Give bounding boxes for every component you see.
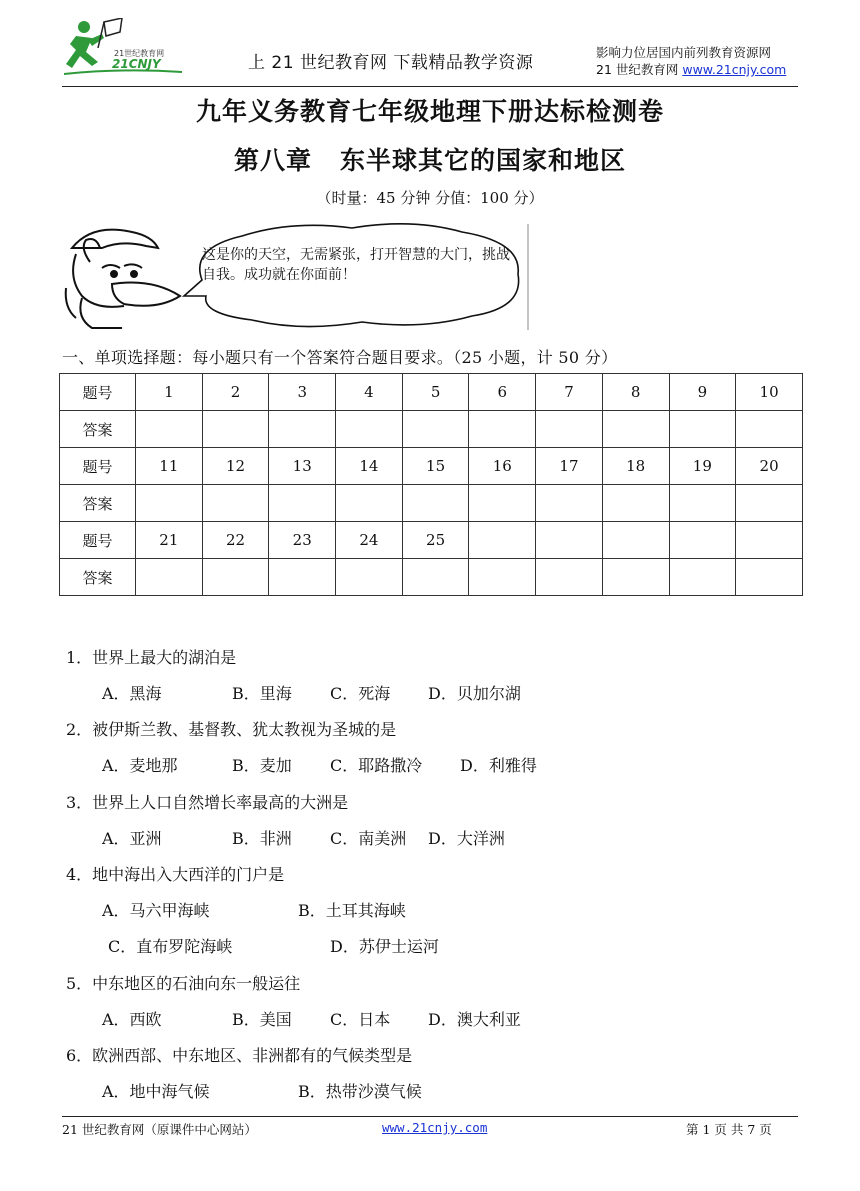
- answer-cell[interactable]: [536, 485, 603, 522]
- answer-table-number-row: [60, 374, 803, 411]
- answer-cell[interactable]: [202, 411, 269, 448]
- answer-cell[interactable]: [536, 559, 603, 596]
- question-3-stem: 3．世界上人口自然增长率最高的大洲是: [66, 793, 349, 812]
- answer-table-number-label: 题号: [60, 522, 136, 559]
- answer-table-question-number: 17: [536, 448, 603, 485]
- answer-table-question-number: [536, 522, 603, 559]
- answer-table-question-number: 25: [402, 522, 469, 559]
- answer-cell[interactable]: [402, 559, 469, 596]
- header-tagline: 影响力位居国内前列教育资源网: [596, 45, 772, 60]
- answer-cell[interactable]: [469, 485, 536, 522]
- page-header: [0, 0, 860, 90]
- answer-cell[interactable]: [269, 559, 336, 596]
- answer-table-question-number: 3: [269, 374, 336, 411]
- question-5-option-a: A．西欧: [102, 1010, 162, 1029]
- question-1-option-d: D．贝加尔湖: [428, 684, 521, 703]
- header-site-prefix: 21 世纪教育网: [596, 62, 683, 77]
- footer-site-link[interactable]: www.21cnjy.com: [382, 1120, 488, 1135]
- answer-table-number-row: [60, 522, 803, 559]
- answer-cell[interactable]: [469, 559, 536, 596]
- answer-table-question-number: [469, 522, 536, 559]
- answer-table-question-number: 16: [469, 448, 536, 485]
- header-site-line: [596, 61, 786, 78]
- answer-table-question-number: 23: [269, 522, 336, 559]
- answer-table-number-row: [60, 448, 803, 485]
- answer-table-question-number: 20: [736, 448, 803, 485]
- answer-cell[interactable]: [602, 559, 669, 596]
- answer-table-question-number: 19: [669, 448, 736, 485]
- question-3-option-c: C．南美洲: [330, 829, 407, 848]
- answer-cell[interactable]: [269, 411, 336, 448]
- chapter-title: 东半球其它的国家和地区: [340, 146, 627, 175]
- answer-table-answer-row: [60, 559, 803, 596]
- answer-table-question-number: 13: [269, 448, 336, 485]
- answer-cell[interactable]: [736, 411, 803, 448]
- answer-table-answer-label: 答案: [60, 485, 136, 522]
- answer-table-question-number: 2: [202, 374, 269, 411]
- section-heading-multiple-choice: 一、单项选择题：每小题只有一个答案符合题目要求。（25 小题，计 50 分）: [62, 348, 618, 367]
- question-6-option-a: A．地中海气候: [102, 1082, 210, 1101]
- answer-table-question-number: 8: [602, 374, 669, 411]
- question-4-option-b: B．土耳其海峡: [298, 901, 406, 920]
- answer-table-number-label: 题号: [60, 374, 136, 411]
- answer-cell[interactable]: [602, 485, 669, 522]
- answer-table-question-number: 9: [669, 374, 736, 411]
- question-4-option-d: D．苏伊士运河: [330, 937, 439, 956]
- answer-cell[interactable]: [669, 411, 736, 448]
- speech-bubble-text: 这是你的天空，无需紧张，打开智慧的大门，挑战自我。成功就在你面前！: [202, 247, 510, 283]
- logo-21cnjy: [62, 18, 192, 80]
- question-5-option-b: B．美国: [232, 1010, 292, 1029]
- chapter-heading: [0, 141, 860, 177]
- answer-cell[interactable]: [469, 411, 536, 448]
- question-2-option-a: A．麦地那: [102, 756, 178, 775]
- answer-cell[interactable]: [269, 485, 336, 522]
- question-5-option-c: C．日本: [330, 1010, 391, 1029]
- answer-table-question-number: 18: [602, 448, 669, 485]
- answer-cell[interactable]: [336, 411, 403, 448]
- question-2-stem: 2．被伊斯兰教、基督教、犹太教视为圣城的是: [66, 720, 397, 739]
- answer-cell[interactable]: [736, 559, 803, 596]
- cartoon-duck-icon: [66, 230, 180, 328]
- answer-cell[interactable]: [202, 559, 269, 596]
- answer-table-number-label: 题号: [60, 448, 136, 485]
- answer-cell[interactable]: [136, 485, 203, 522]
- page-title: 九年义务教育七年级地理下册达标检测卷: [195, 97, 664, 126]
- answer-table-question-number: 15: [402, 448, 469, 485]
- question-4-option-c: C．直布罗陀海峡: [108, 937, 233, 956]
- answer-cell[interactable]: [202, 485, 269, 522]
- answer-cell[interactable]: [669, 559, 736, 596]
- answer-table-question-number: 24: [336, 522, 403, 559]
- question-5-option-d: D．澳大利亚: [428, 1010, 521, 1029]
- question-4-stem: 4．地中海出入大西洋的门户是: [66, 865, 285, 884]
- question-1-option-b: B．里海: [232, 684, 292, 703]
- header-divider: [62, 86, 798, 87]
- footer-divider: [62, 1116, 798, 1117]
- answer-cell[interactable]: [336, 559, 403, 596]
- question-6-option-b: B．热带沙漠气候: [298, 1082, 422, 1101]
- question-3-option-d: D．大洋洲: [428, 829, 505, 848]
- answer-table: [59, 373, 803, 596]
- answer-table-question-number: 12: [202, 448, 269, 485]
- question-2-option-c: C．耶路撒冷: [330, 756, 423, 775]
- answer-table-question-number: 14: [336, 448, 403, 485]
- answer-table-question-number: 21: [136, 522, 203, 559]
- chapter-label: 第八章: [233, 146, 312, 175]
- answer-cell[interactable]: [536, 411, 603, 448]
- answer-cell[interactable]: [402, 485, 469, 522]
- answer-cell[interactable]: [136, 559, 203, 596]
- svg-text:21世纪教育网: 21世纪教育网: [114, 49, 165, 58]
- answer-table-question-number: [669, 522, 736, 559]
- answer-cell[interactable]: [402, 411, 469, 448]
- answer-table-answer-row: [60, 485, 803, 522]
- answer-table-question-number: [736, 522, 803, 559]
- question-2-option-b: B．麦加: [232, 756, 292, 775]
- question-3-option-b: B．非洲: [232, 829, 292, 848]
- answer-table-question-number: 22: [202, 522, 269, 559]
- exam-info: （时量：45 分钟 分值：100 分）: [316, 189, 544, 207]
- answer-table-answer-row: [60, 411, 803, 448]
- question-6-stem: 6．欧洲西部、中东地区、非洲都有的气候类型是: [66, 1046, 413, 1065]
- answer-cell[interactable]: [336, 485, 403, 522]
- header-slogan: 上 21 世纪教育网 下载精品教学资源: [248, 53, 534, 73]
- question-1-option-a: A．黑海: [102, 684, 162, 703]
- question-4-option-a: A．马六甲海峡: [102, 901, 210, 920]
- footer-page-number: 第 1 页 共 7 页: [686, 1122, 772, 1137]
- answer-table-question-number: 11: [136, 448, 203, 485]
- header-right: [596, 44, 786, 78]
- footer-site-name: 21 世纪教育网（原课件中心网站）: [62, 1122, 257, 1137]
- answer-cell[interactable]: [736, 485, 803, 522]
- question-2-option-d: D．利雅得: [460, 756, 537, 775]
- answer-table-answer-label: 答案: [60, 411, 136, 448]
- answer-table-question-number: 10: [736, 374, 803, 411]
- answer-table-answer-label: 答案: [60, 559, 136, 596]
- question-1-option-c: C．死海: [330, 684, 391, 703]
- question-3-option-a: A．亚洲: [102, 829, 162, 848]
- answer-table-question-number: [602, 522, 669, 559]
- answer-cell[interactable]: [602, 411, 669, 448]
- answer-table-question-number: 6: [469, 374, 536, 411]
- answer-table-question-number: 4: [336, 374, 403, 411]
- answer-cell[interactable]: [669, 485, 736, 522]
- answer-cell[interactable]: [136, 411, 203, 448]
- answer-table-question-number: 5: [402, 374, 469, 411]
- question-5-stem: 5．中东地区的石油向东一般运往: [66, 974, 301, 993]
- answer-table-question-number: 7: [536, 374, 603, 411]
- header-site-link[interactable]: www.21cnjy.com: [682, 62, 787, 77]
- question-1-stem: 1．世界上最大的湖泊是: [66, 648, 237, 667]
- svg-text:21CNJY: 21CNJY: [112, 57, 161, 71]
- answer-table-question-number: 1: [136, 374, 203, 411]
